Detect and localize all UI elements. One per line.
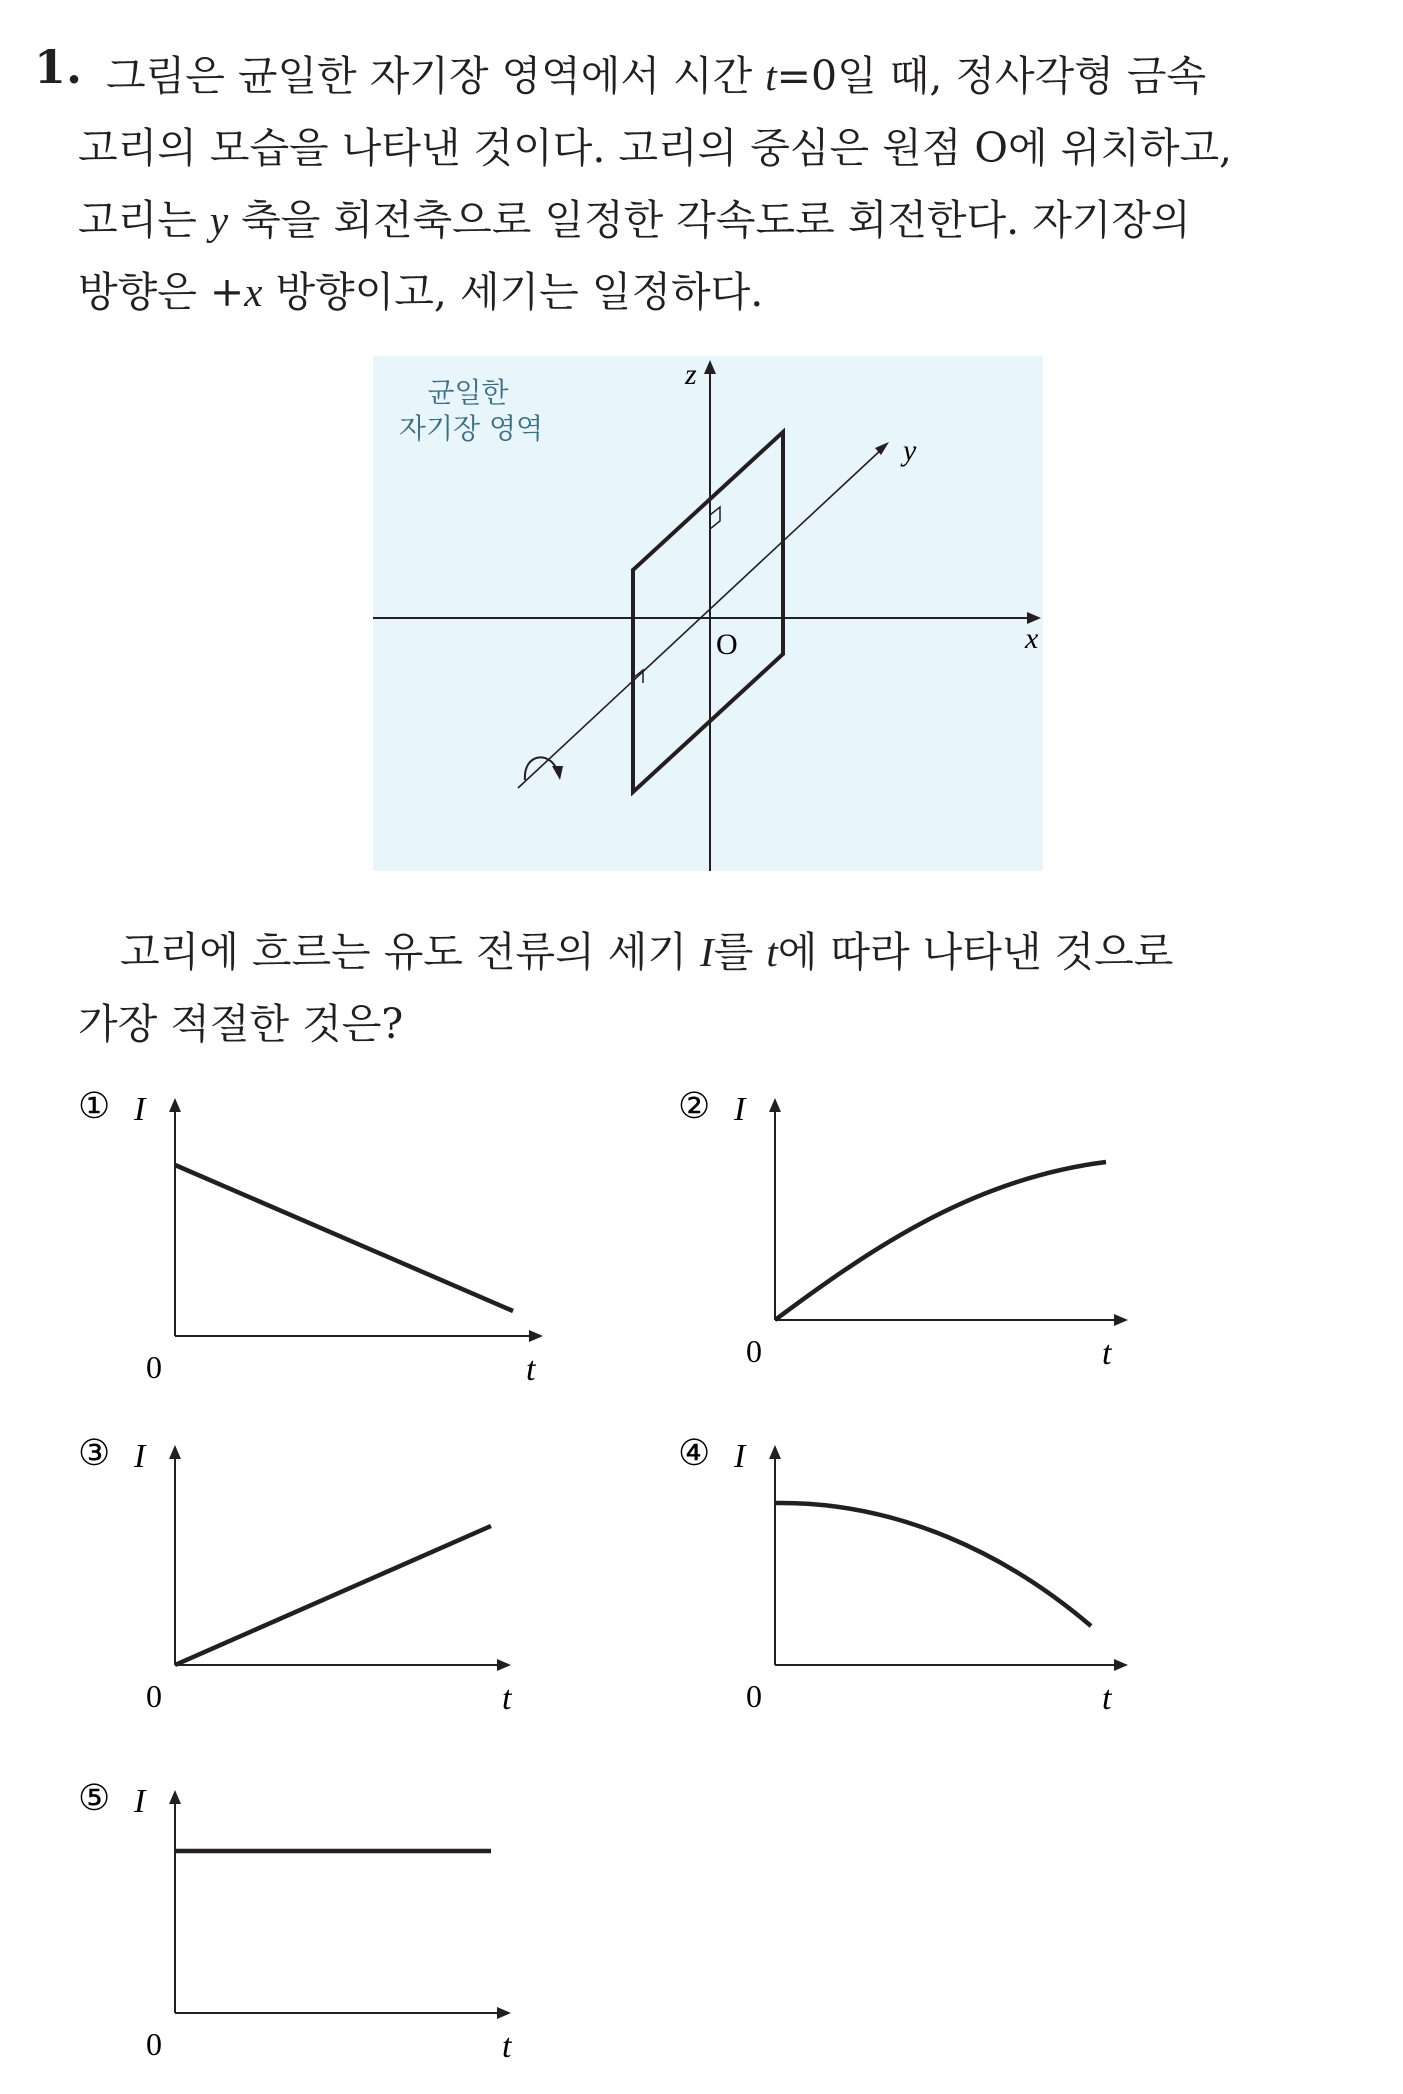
y-axis-label: I bbox=[734, 1091, 746, 1128]
y-axis-label: y bbox=[903, 434, 917, 467]
question-number: 1. bbox=[34, 40, 83, 94]
choice-label: ⑤ bbox=[78, 1778, 111, 1819]
problem-stem bbox=[78, 40, 1368, 328]
x-axis-arrow bbox=[1114, 1314, 1128, 1326]
stem-line: 방향은 +x 방향이고, 세기는 일정하다. bbox=[78, 268, 764, 316]
x-axis-arrow bbox=[1114, 1659, 1128, 1671]
question-prompt bbox=[78, 916, 1368, 1060]
y-axis-arrow bbox=[769, 1098, 781, 1112]
y-axis-label: I bbox=[134, 1091, 146, 1128]
stem-line: 그림은 균일한 자기장 영역에서 시간 t=0일 때, 정사각형 금속 bbox=[106, 52, 1207, 100]
y-axis-label: I bbox=[734, 1438, 746, 1475]
choice-label: ③ bbox=[78, 1433, 111, 1474]
current-curve bbox=[175, 1526, 491, 1665]
loop-figure bbox=[373, 356, 1048, 880]
y-axis-arrow bbox=[769, 1445, 781, 1459]
choice-5-graph bbox=[78, 1770, 558, 2090]
origin-label: 0 bbox=[746, 1678, 762, 1714]
choice-label: ② bbox=[678, 1086, 711, 1127]
x-axis-arrow bbox=[497, 2007, 511, 2019]
current-curve bbox=[175, 1165, 513, 1311]
choice-label: ④ bbox=[678, 1433, 711, 1474]
x-axis-label: t bbox=[1102, 1335, 1112, 1372]
origin-label: 0 bbox=[146, 1678, 162, 1714]
stem-line: 고리의 모습을 나타낸 것이다. 고리의 중심은 원점 O에 위치하고, bbox=[78, 124, 1233, 172]
choice-3-graph bbox=[78, 1425, 558, 1745]
choice-2[interactable] bbox=[678, 1078, 1158, 1402]
y-axis-arrow bbox=[169, 1445, 181, 1459]
origin-label: 0 bbox=[146, 1349, 162, 1385]
y-axis-label: I bbox=[134, 1438, 146, 1475]
question-line: 고리에 흐르는 유도 전류의 세기 I를 t에 따라 나타낸 것으로 bbox=[120, 928, 1174, 976]
y-axis-arrow bbox=[169, 1790, 181, 1804]
choice-1[interactable] bbox=[78, 1078, 558, 1402]
choice-label: ① bbox=[78, 1086, 111, 1127]
x-axis-label: t bbox=[502, 2028, 512, 2065]
variable-t: t bbox=[765, 53, 777, 99]
stem-line: 고리는 y 축을 회전축으로 일정한 각속도로 회전한다. 자기장의 bbox=[78, 196, 1191, 244]
x-axis-arrow bbox=[497, 1659, 511, 1671]
z-axis-label: z bbox=[685, 358, 697, 391]
y-axis-label: I bbox=[134, 1783, 146, 1820]
variable-x: x bbox=[244, 269, 263, 315]
choice-4-graph bbox=[678, 1425, 1158, 1745]
region-label-line2: 자기장 영역 bbox=[398, 412, 544, 445]
y-axis-arrow bbox=[169, 1098, 181, 1112]
current-curve bbox=[775, 1503, 1091, 1626]
variable-I: I bbox=[700, 929, 714, 975]
choice-2-graph bbox=[678, 1078, 1158, 1398]
choice-5[interactable] bbox=[78, 1770, 558, 2094]
origin-label: 0 bbox=[146, 2026, 162, 2062]
variable-t: t bbox=[766, 929, 778, 975]
question-line: 가장 적절한 것은? bbox=[78, 1000, 404, 1048]
x-axis-label: t bbox=[1102, 1680, 1112, 1717]
origin-label: O bbox=[716, 628, 738, 661]
current-curve bbox=[775, 1162, 1106, 1320]
loop-diagram bbox=[373, 356, 1048, 876]
x-axis-arrow bbox=[529, 1330, 543, 1342]
variable-y: y bbox=[209, 197, 229, 243]
x-axis-label: x bbox=[1025, 622, 1039, 655]
x-axis-label: t bbox=[526, 1351, 536, 1388]
region-label-line1: 균일한 bbox=[427, 376, 509, 409]
origin-label: 0 bbox=[746, 1333, 762, 1369]
choice-4[interactable] bbox=[678, 1425, 1158, 1749]
x-axis-label: t bbox=[502, 1680, 512, 1717]
choice-3[interactable] bbox=[78, 1425, 558, 1749]
choice-1-graph bbox=[78, 1078, 558, 1398]
